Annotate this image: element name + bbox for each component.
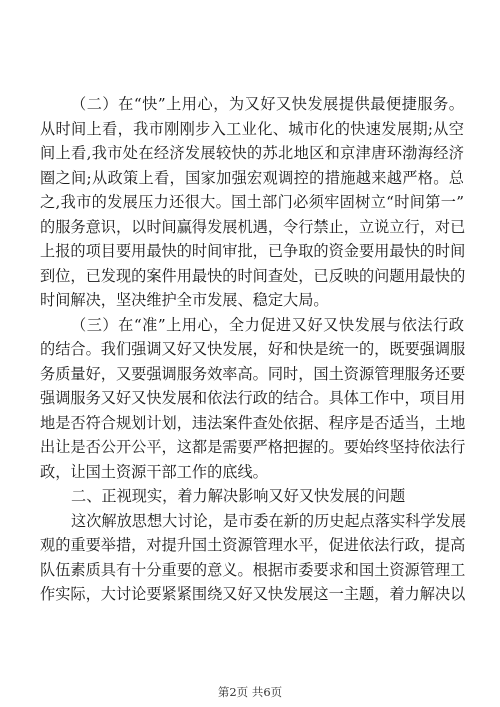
text-line: 从时间上看，我市刚刚步入工业化、城市化的快速发展期;从空 [40, 119, 464, 138]
text-line: 到位，已发现的案件用最快的时间查处，已反映的问题用最快的 [40, 266, 466, 285]
text-line: （三）在“准”上用心，全力促进又好又快发展与依法行政 [71, 315, 464, 334]
text-line: 的结合。我们强调又好又快发展，好和快是统一的，既要强调服 [40, 340, 466, 358]
text-line: 出让是否公开公平，这都是需要严格把握的。要始终坚持依法行 [40, 438, 466, 456]
text-line: 间上看,我市处在经济发展较快的苏北地区和京津唐环渤海经济 [40, 144, 464, 162]
text-line: 时间解决，坚决维护全市发展、稳定大局。 [40, 291, 329, 309]
text-line: 上报的项目要用最快的时间审批，已争取的资金要用最快的时间 [40, 242, 466, 260]
text-line: 政，让国土资源干部工作的底线。 [40, 462, 268, 481]
text-line: 强调服务又好又快发展和依法行政的结合。具体工作中，项目用 [40, 389, 466, 407]
page-footer: 第2页 共6页 [217, 685, 283, 699]
text-line: 观的重要举措，对提升国土资源管理水平，促进依法行政，提高 [40, 536, 466, 554]
document-body [40, 92, 464, 607]
text-line: 队伍素质具有十分重要的意义。根据市委要求和国土资源管理工 [40, 560, 466, 579]
text-line: 圈之间;从政策上看，国家加强宏观调控的措施越来越严格。总 [40, 168, 464, 187]
text-line: 作实际，大讨论要紧紧围绕又好又快发展这一主题，着力解决以 [40, 585, 466, 603]
text-line: （二）在“快”上用心，为又好又快发展提供最便捷服务。 [71, 95, 464, 113]
text-line: 的服务意识，以时间赢得发展机遇，令行禁止，立说立行，对已 [40, 217, 466, 236]
text-line: 地是否符合规划计划，违法案件查处依据、程序是否适当，土地 [40, 413, 466, 432]
text-line: 二、正视现实，着力解决影响又好又快发展的问题 [71, 487, 406, 505]
text-line: 之,我市的发展压力还很大。国土部门必须牢固树立“时间第一” [40, 193, 464, 211]
text-line: 这次解放思想大讨论，是市委在新的历史起点落实科学发展 [71, 511, 466, 530]
text-line: 务质量好，又要强调服务效率高。同时，国土资源管理服务还要 [40, 364, 466, 383]
